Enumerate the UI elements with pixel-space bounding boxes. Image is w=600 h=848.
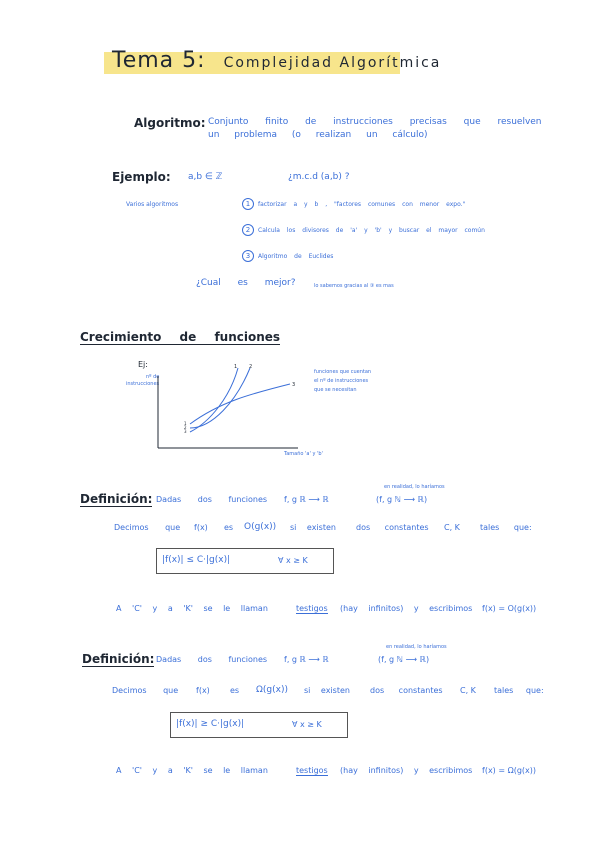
def1-si-existen: si existen: [290, 523, 336, 532]
def2-dos-constantes: dos constantes: [370, 686, 443, 695]
def2-dadas: Dadas dos funciones: [156, 655, 268, 664]
def1-fg-alt: (f, g ℕ ⟶ ℝ): [376, 495, 428, 504]
def1-note-small: en realidad, lo haríamos: [384, 484, 445, 490]
growth-note-line1: funciones que cuentan: [314, 369, 372, 375]
def2-formula: |f(x)| ≥ C·|g(x)|: [176, 719, 245, 729]
step-3-text: Algoritmo de Euclides: [258, 253, 334, 260]
def2-fx: f(x): [196, 686, 210, 695]
cual-note: lo sabemos gracias al ③ es mas: [314, 283, 394, 289]
def2-es: es: [230, 686, 240, 695]
page-title: [112, 48, 441, 73]
def1-decimos: Decimos que: [114, 523, 181, 532]
crecimiento-heading: Crecimiento de funciones: [80, 330, 281, 344]
ejemplo-question: ¿m.c.d (a,b) ?: [288, 172, 350, 182]
def1-forall: ∀ x ≥ K: [278, 556, 308, 565]
start-label-1: 1: [184, 421, 187, 426]
growth-sketch: [150, 362, 310, 458]
ej-label: Ej:: [138, 360, 148, 369]
def1-testigos-pre: A 'C' y a 'K' se le llaman: [116, 604, 268, 613]
def2-label: Definición:: [82, 652, 155, 666]
step-2-text: Calcula los divisores de 'a' y 'b' y buscar el mayor común: [258, 227, 485, 234]
step-3: [242, 250, 333, 262]
curve-label-3: 3: [292, 382, 296, 388]
title-subject: Complejidad Algorítmica: [223, 55, 442, 71]
step-1-number: 1: [242, 198, 254, 210]
def1-fg: f, g ℝ ⟶ ℝ: [284, 495, 329, 504]
def2-tales-que: tales que:: [494, 686, 544, 695]
algoritmo-label: Algoritmo:: [134, 116, 206, 130]
def1-dos-constantes: dos constantes: [356, 523, 429, 532]
def2-result: f(x) = Ω(g(x)): [482, 766, 536, 775]
def2-testigos-post: (hay infinitos) y escribimos: [340, 766, 473, 775]
def2-fg: f, g ℝ ⟶ ℝ: [284, 655, 329, 664]
curve-3: [190, 384, 290, 424]
def1-ck: C, K: [444, 523, 460, 532]
algoritmo-def-line2: un problema (o realizan un cálculo): [208, 130, 428, 140]
yaxis-label-line1: nº de: [146, 374, 160, 380]
def1-fx: f(x): [194, 523, 208, 532]
def2-si-existen: si existen: [304, 686, 350, 695]
curve-1: [190, 368, 238, 432]
def1-label: Definición:: [80, 492, 153, 506]
def1-result: f(x) = O(g(x)): [482, 604, 537, 613]
yaxis-label-line2: instrucciones: [126, 381, 160, 387]
start-label-2: 2: [184, 425, 187, 430]
title-tema: Tema 5:: [112, 48, 206, 73]
def1-testigos-post: (hay infinitos) y escribimos: [340, 604, 473, 613]
def1-testigos: testigos: [296, 604, 328, 613]
varios-algoritmos: Varios algoritmos: [126, 201, 179, 208]
step-3-number: 3: [242, 250, 254, 262]
def2-decimos: Decimos que: [112, 686, 179, 695]
step-1: [242, 198, 465, 210]
algoritmo-def-line1: Conjunto finito de instrucciones precisas que resuelven: [208, 117, 542, 127]
curve-label-1: 1: [234, 364, 238, 370]
ejemplo-set: a,b ∈ ℤ: [188, 172, 223, 182]
xaxis-label: Tamaño 'a' y 'b': [284, 451, 323, 457]
start-label-3: 3: [184, 429, 187, 434]
def2-ck: C, K: [460, 686, 476, 695]
def1-big-o: O(g(x)): [244, 522, 277, 532]
def1-dadas: Dadas dos funciones: [156, 495, 268, 504]
def2-testigos-pre: A 'C' y a 'K' se le llaman: [116, 766, 268, 775]
def2-big-omega: Ω(g(x)): [256, 685, 288, 695]
ejemplo-label: Ejemplo:: [112, 170, 171, 184]
def2-note-small: en realidad, lo haríamos: [386, 644, 447, 650]
step-2: [242, 224, 485, 236]
growth-note-line3: que se necesitan: [314, 387, 357, 393]
def2-fg-alt: (f, g ℕ ⟶ ℝ): [378, 655, 430, 664]
growth-note-line2: el nº de instrucciones: [314, 378, 369, 384]
def1-es: es: [224, 523, 234, 532]
step-1-text: factorizar a y b , "factores comunes con menor expo.": [258, 201, 466, 208]
curve-label-2: 2: [249, 364, 253, 370]
step-2-number: 2: [242, 224, 254, 236]
cual-es-mejor: ¿Cual es mejor?: [196, 278, 296, 288]
def1-tales-que: tales que:: [480, 523, 532, 532]
def1-formula: |f(x)| ≤ C·|g(x)|: [162, 555, 231, 565]
def2-forall: ∀ x ≥ K: [292, 720, 322, 729]
def2-testigos: testigos: [296, 766, 328, 775]
